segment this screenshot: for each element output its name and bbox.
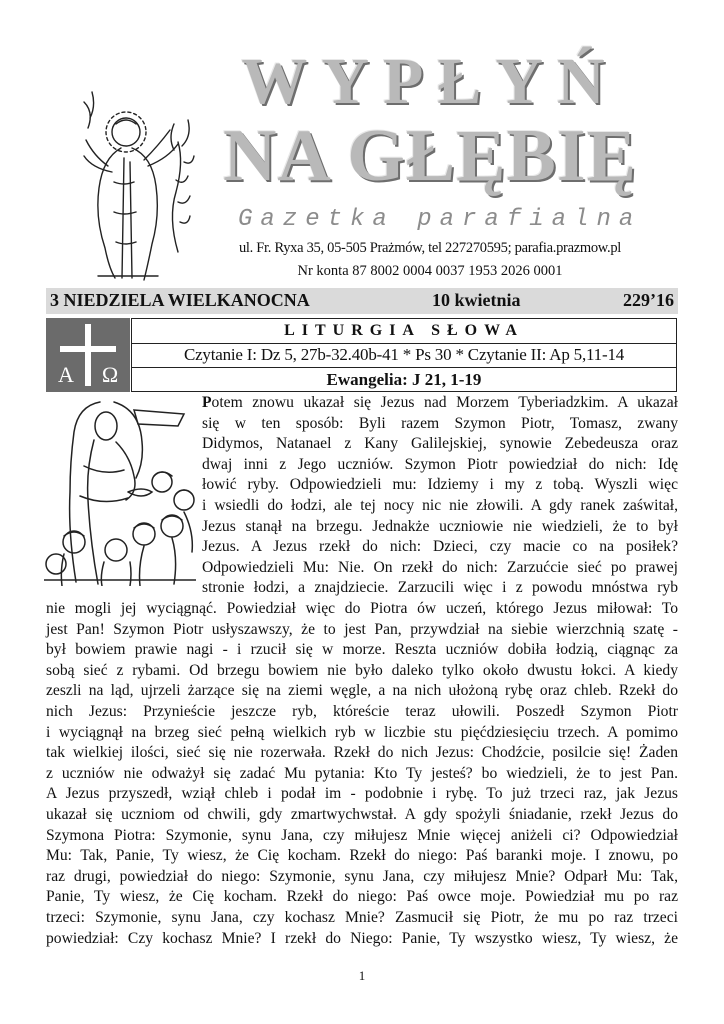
alpha-omega-cross-icon: [46, 318, 130, 392]
gospel-text-line: i wyciągnął na brzeg sieć pełną wielkich ryb w liczbie stu pięćdziesięciu trzech. A pomimo: [46, 723, 678, 741]
gospel-text-line: Potem znowu ukazał się Jezus nad Morzem Tyberiadzkim. A ukazał: [202, 394, 678, 411]
newsletter-subtitle: Gazetka parafialna: [238, 206, 642, 233]
gospel-text-line: raz drugi, powiedział do niego: Szymonie, synu Jana, czy miłujesz Mnie? Odparł Mu: Tak,: [46, 867, 678, 885]
gospel-text-line: się w ten sposób: Byli razem Szymon Piotr, Tomasz, zwany: [202, 414, 678, 432]
gospel-text-line: stronie łodzi, a znajdziecie. Zarzucili więc i z powodu mnóstwa ryb: [202, 579, 678, 597]
newsletter-title-line2: NA GŁĘBIĘ: [222, 115, 638, 197]
date-bar: [46, 288, 678, 314]
page-number: 1: [358, 968, 366, 983]
newsletter-title-line1: WYPŁYŃ: [241, 45, 619, 118]
gospel-text-line: A Jezus przyszedł, wziął chleb i podał im - podobnie i rybę. To już trzeci raz, jak Jezus: [46, 785, 678, 803]
omega-symbol: Ω: [101, 362, 119, 387]
gospel-text-line: Jezus stanął na brzegu. Jednakże uczniowie nie wiedzieli, że to był: [202, 517, 678, 535]
jesus-with-disciples-illustration: [44, 396, 196, 586]
gospel-text-line: Odpowiedzieli Mu: Nie. On rzekł do nich: Zarzućcie sieć po prawej: [202, 558, 678, 576]
saint-illustration: [78, 62, 198, 284]
gospel-text-line: łowić ryby. Odpowiedzieli mu: Idziemy i my z tobą. Wyszli więc: [202, 476, 678, 494]
gospel-text-line: sobą sieć z rybami. Od brzegu bowiem nie było daleko tylko około dwustu łokci. A kiedy: [46, 661, 678, 679]
gospel-text-line: zeszli na ląd, ujrzeli żarzące się na ziemi węgle, a na nich ułożoną rybę oraz chleb. Rzekł do: [46, 682, 678, 700]
gospel-text-line: dwaj inni z Jego uczniów. Szymon Piotr powiedział do nich: Idę: [202, 455, 678, 473]
issue-number: 229’16: [623, 290, 674, 310]
gospel-text-line: ukazał się uczniom od chwili, gdy zmartwychwstał. A gdy spożyli śniadanie, rzekł Jezus do: [46, 806, 678, 823]
bank-account: Nr konta 87 8002 0004 0037 1953 2026 0001: [297, 263, 563, 279]
gospel-text-line: Szymona Piotra: Szymonie, synu Jana, czy miłujesz Mnie więcej aniżeli ci? Odpowiedział: [46, 826, 678, 844]
liturgy-readings: Czytanie I: Dz 5, 27b-32.40b-41 * Ps 30 * Czytanie II: Ap 5,11-14: [132, 343, 676, 368]
sunday-name: 3 NIEDZIELA WIELKANOCNA: [50, 290, 310, 310]
gospel-text-line: Mu: Tak, Panie, Ty wiesz, że Cię kocham. Rzekł do niego: Paś baranki moje. I znowu, po: [46, 847, 678, 865]
gospel-text-line: powiedział: Czy kochasz Mnie? I rzekł do Niego: Panie, Ty wszystko wiesz, Ty wiesz, że: [46, 929, 678, 947]
gospel-text-line: trzeci: Szymonie, synu Jana, czy kochasz Mnie? Zasmucił się Piotr, że mu po raz trzeci: [46, 909, 678, 926]
gospel-text-line: Jezus. A Jezus rzekł do nich: Dzieci, czy macie co na posiłek?: [202, 538, 678, 556]
gospel-text-line: z uczniów nie odważył się zadać Mu pytania: Kto Ty jesteś? bo wiedzieli, że to jest Pan.: [46, 764, 678, 782]
gospel-text-line: nich Jezus: Przynieście jeszcze ryb, któreście teraz ułowili. Poszedł Szymon Piotr: [46, 703, 678, 720]
gospel-text-line: był bowiem prawie nagi - i rzucił się w morze. Reszta uczniów dobiła łodzią, ciągnąc za: [46, 641, 678, 659]
gospel-text-line: tak wielkiej ilości, sieć się nie rozerwała. Rzekł do nich Jezus: Chodźcie, posilcie się! Żaden: [46, 744, 678, 762]
gospel-text-line: jest Pan! Szymon Piotr usłyszawszy, że to jest Pan, przywdział na siebie wierzchnią szatę -: [46, 620, 678, 638]
gospel-text-line: i wsiedli do łodzi, ale tej nocy nic nie złowili. A gdy ranek zaświtał,: [202, 497, 678, 514]
liturgy-box: [131, 318, 677, 392]
gospel-text-line: Panie, Ty wiesz, że Cię kocham. Rzekł do niego: Paś owce moje. Powiedział mu po raz: [46, 888, 678, 906]
gospel-text-line: Didymos, Natanael z Kany Galilejskiej, synowie Zebedeusza oraz: [202, 435, 678, 453]
dropcap-letter: P: [202, 394, 212, 411]
gospel-text-line: nie mogli jej wyciągnąć. Powiedział więc do Piotra ów uczeń, którego Jezus miłował: To: [46, 600, 678, 617]
issue-date: 10 kwietnia: [432, 290, 521, 310]
liturgy-gospel: Ewangelia: J 21, 1-19: [326, 370, 482, 389]
liturgy-title: LITURGIA SŁOWA: [132, 319, 676, 344]
parish-address: ul. Fr. Ryxa 35, 05-505 Prażmów, tel 227270595; parafia.prazmow.pl: [238, 240, 622, 256]
alpha-symbol: A: [58, 362, 74, 387]
